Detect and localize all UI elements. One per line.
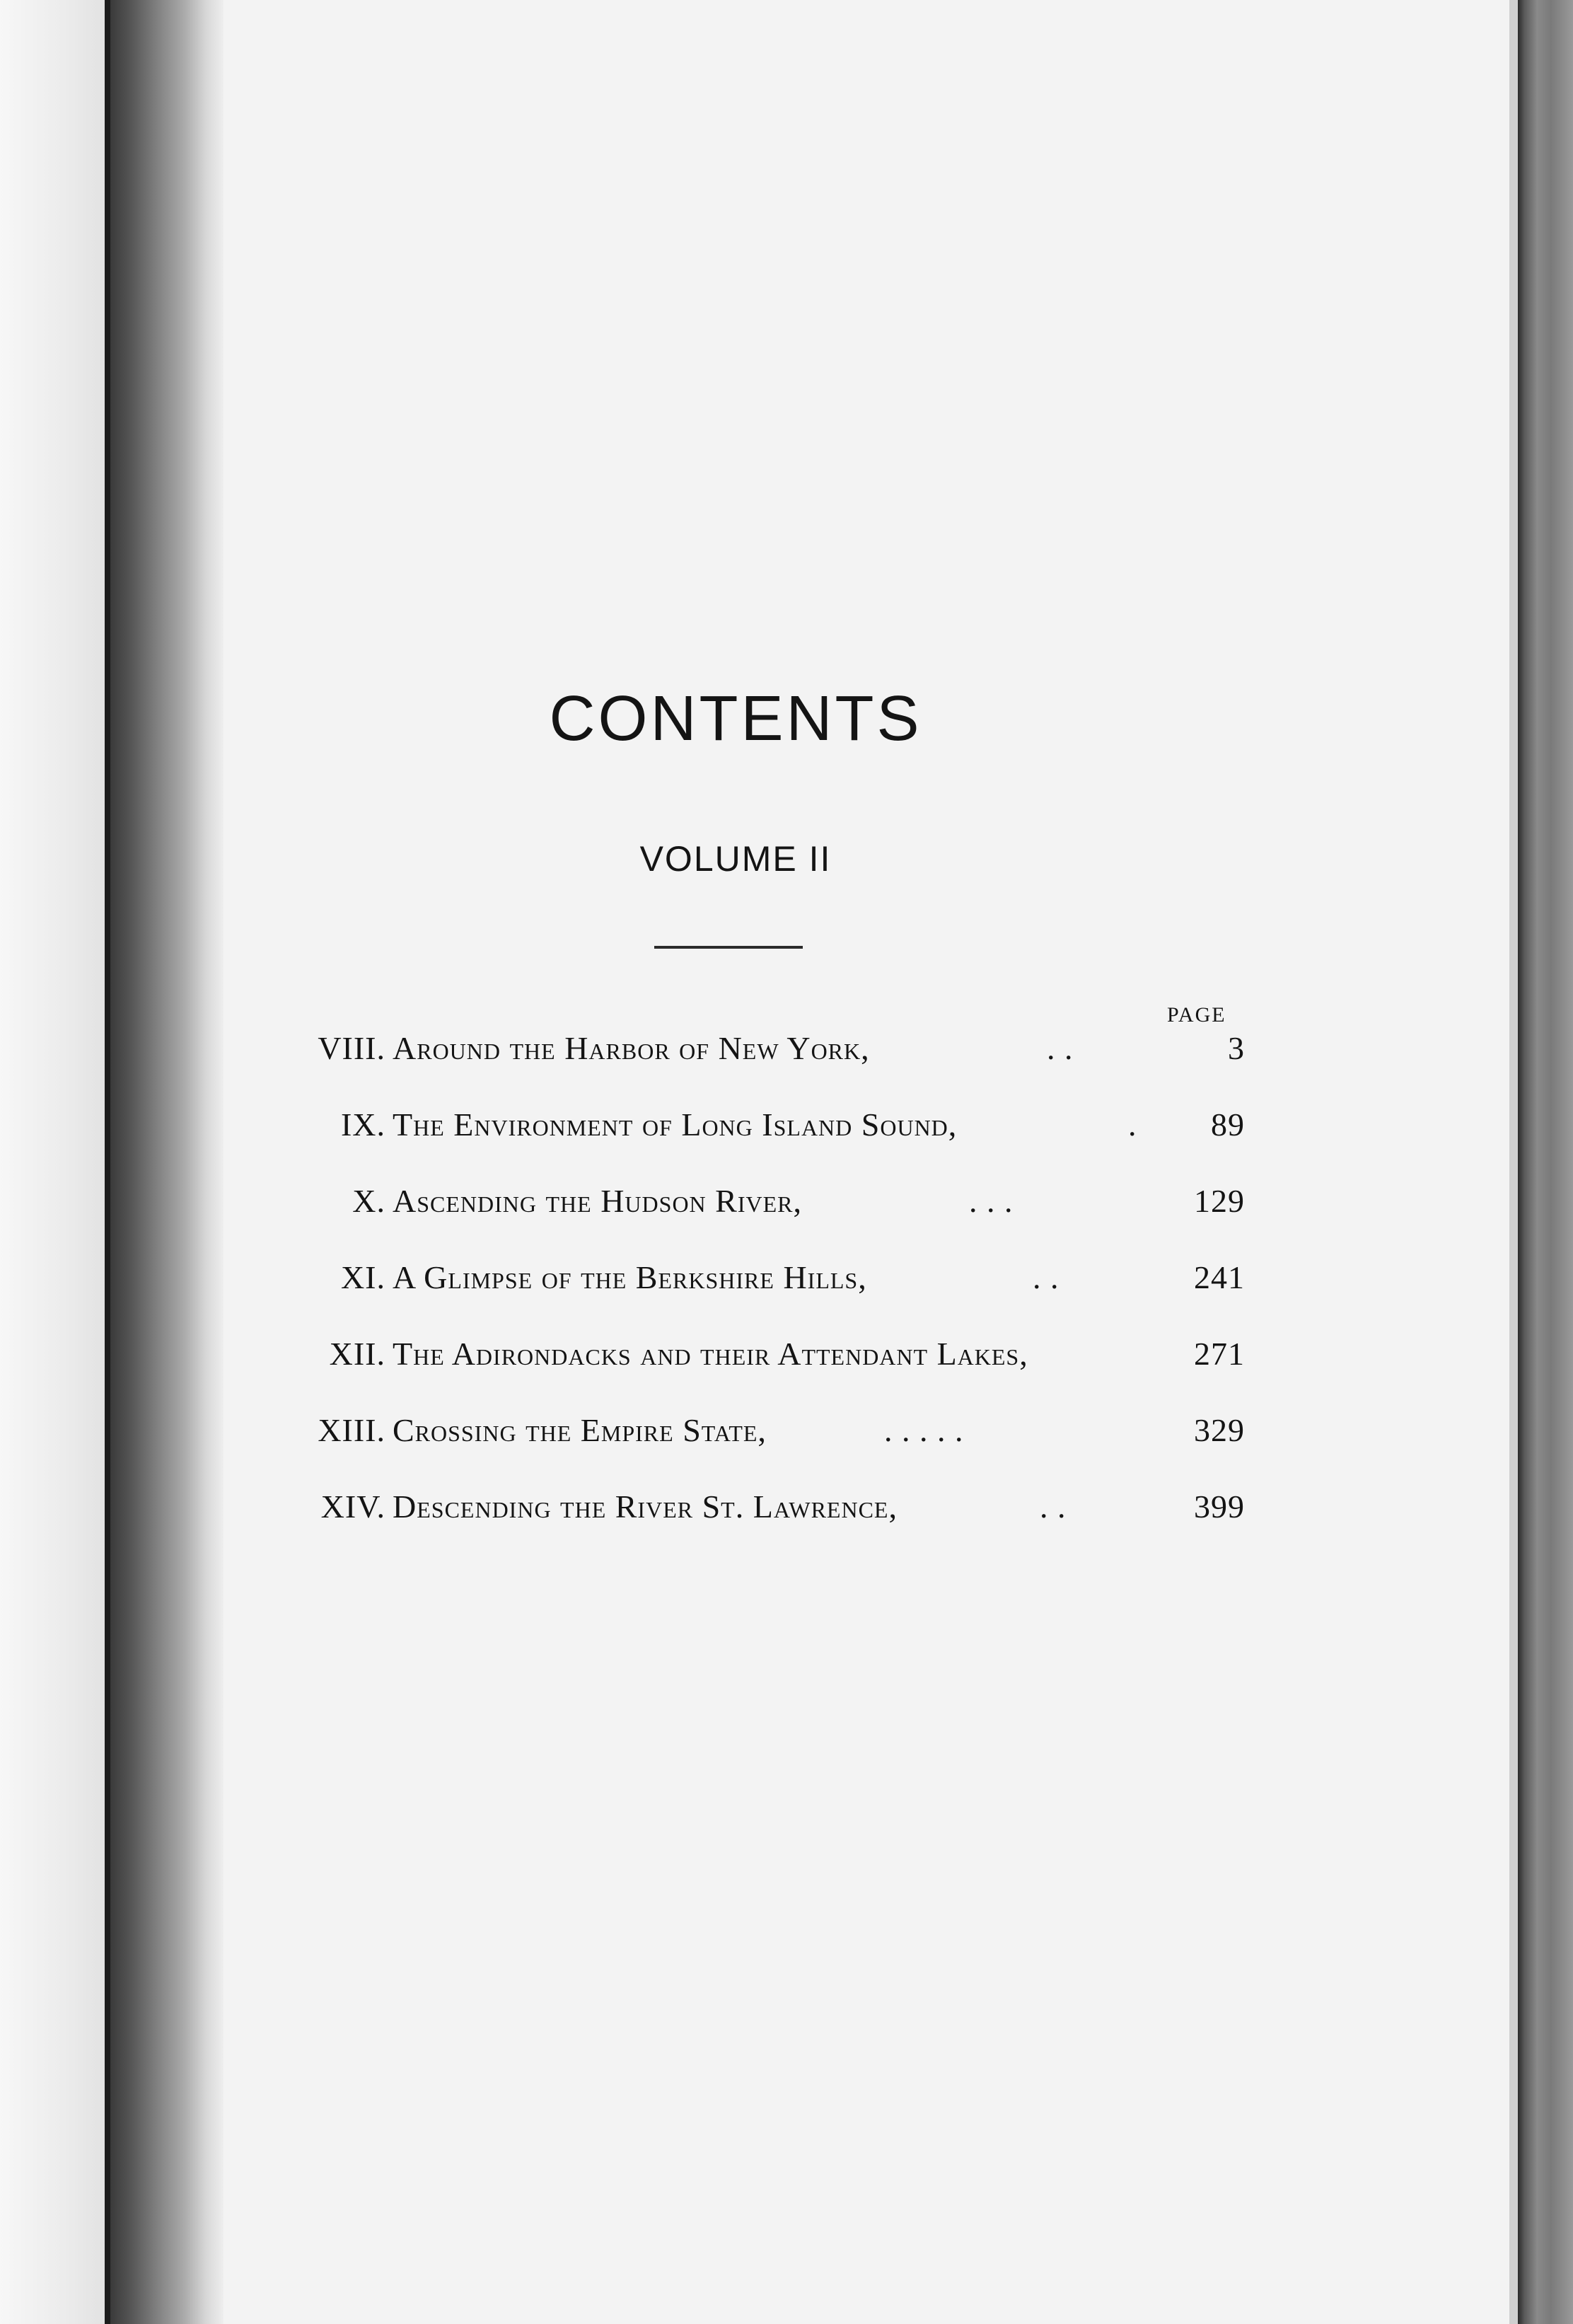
chapter-number: XII. [329,1336,385,1372]
chapter-title: The Environment of Long Island Sound, [393,1106,958,1143]
toc-entry [240,1259,1245,1335]
spine-shadow [110,0,224,2324]
leader-dots: . . . . . [884,1412,964,1448]
right-book-edge [1518,0,1573,2324]
chapter-number: XI. [340,1259,385,1295]
chapter-title: The Adirondacks and their Attendant Lakes, [393,1336,1028,1372]
chapter-number: XIII. [318,1412,385,1448]
chapter-number: VIII. [318,1030,385,1066]
right-page-edge [1509,0,1518,2324]
chapter-title: Descending the River St. Lawrence, [393,1488,898,1525]
chapter-number: IX. [340,1106,385,1143]
chapter-page: 89 [1211,1106,1245,1143]
left-page-edge [105,0,110,2324]
divider-rule [654,946,803,949]
chapter-page: 3 [1228,1030,1245,1066]
toc-entry [240,1106,1245,1182]
chapter-page: 129 [1194,1183,1245,1219]
table-of-contents [240,1029,1245,1564]
page-title: CONTENTS [549,683,922,754]
toc-entry [240,1488,1245,1564]
page-column-label: PAGE [1167,1003,1226,1027]
chapter-page: 329 [1194,1412,1245,1448]
chapter-page: 241 [1194,1259,1245,1295]
chapter-title: Crossing the Empire State, [393,1412,767,1448]
chapter-title: A Glimpse of the Berkshire Hills, [393,1259,867,1295]
chapter-title: Around the Harbor of New York, [393,1030,870,1066]
chapter-page: 271 [1194,1336,1245,1372]
chapter-number: X. [352,1183,385,1219]
toc-entry [240,1029,1245,1106]
leader-dots: . . [1040,1488,1067,1525]
leader-dots: . . [1033,1259,1060,1295]
toc-entry [240,1411,1245,1488]
leader-dots: . . . [969,1183,1014,1219]
left-page-margin [0,0,106,2324]
chapter-page: 399 [1194,1488,1245,1525]
toc-entry [240,1335,1245,1411]
leader-dots: . . [1047,1030,1074,1066]
volume-heading: VOLUME II [639,839,832,879]
chapter-title: Ascending the Hudson River, [393,1183,802,1219]
chapter-number: XIV. [320,1488,385,1525]
toc-entry [240,1182,1245,1259]
leader-dots: . [1110,1106,1137,1143]
